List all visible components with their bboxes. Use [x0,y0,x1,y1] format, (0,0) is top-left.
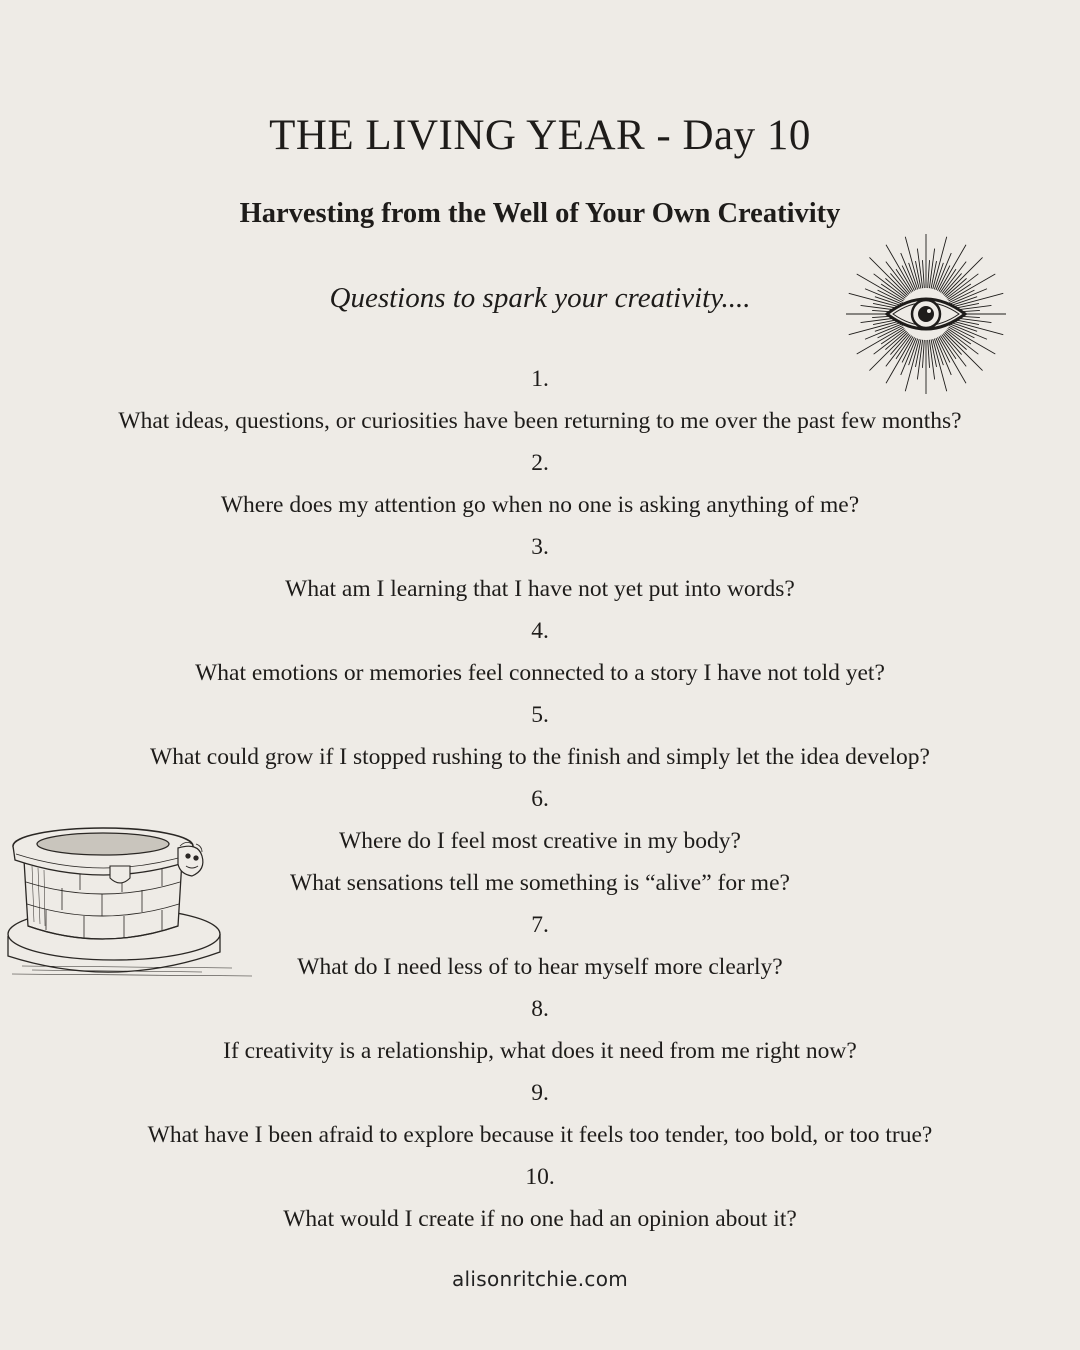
website-footer[interactable]: alisonritchie.com [451,1267,629,1291]
question-text: What emotions or memories feel connected to a story I have not told yet? [195,660,885,686]
question-text: What do I need less of to hear myself more clearly? [297,954,783,980]
intro-text: Questions to spark your creativity.... [329,282,751,314]
question-text: What would I create if no one had an opinion about it? [283,1206,797,1232]
question-number: 3. [531,534,549,560]
question-number: 1. [531,366,549,392]
question-text: What ideas, questions, or curiosities have been returning to me over the past few months? [118,408,962,434]
question-number: 4. [531,618,549,644]
question-number: 8. [531,996,549,1022]
question-list [0,358,1080,1240]
question-number: 5. [531,702,549,728]
question-text: Where do I feel most creative in my body? [339,828,741,854]
question-number: 6. [531,786,549,812]
question-number: 2. [531,450,549,476]
question-text: What have I been afraid to explore because it feels too tender, too bold, or too true? [147,1122,933,1148]
page-subtitle: Harvesting from the Well of Your Own Creativity [239,198,841,229]
question-text: What could grow if I stopped rushing to the finish and simply let the idea develop? [150,744,930,770]
question-number: 9. [531,1080,549,1106]
question-text: Where does my attention go when no one is asking anything of me? [220,492,860,518]
question-text: If creativity is a relationship, what does it need from me right now? [223,1038,857,1064]
question-text: What am I learning that I have not yet put into words? [285,576,795,602]
page-title: THE LIVING YEAR - Day 10 [269,112,811,159]
question-number: 10. [525,1164,555,1190]
question-number: 7. [531,912,549,938]
question-text: What sensations tell me something is “alive” for me? [290,870,790,896]
